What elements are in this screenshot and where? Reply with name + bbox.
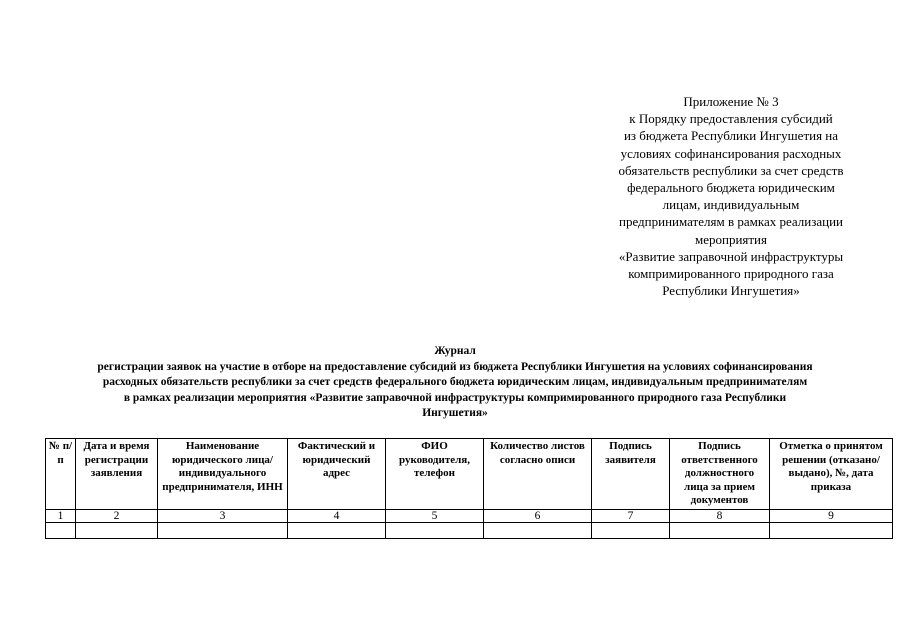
- appendix-block: [580, 93, 882, 299]
- table-cell: [46, 523, 76, 539]
- journal-subtitle-line: расходных обязательств республики за счет средств федерального бюджета юридическим лицам, индивидуальным предпринимателям: [102, 376, 808, 389]
- column-number-cell: 9: [770, 510, 893, 523]
- appendix-line: федерального бюджета юридическим: [627, 180, 835, 196]
- table-cell: [76, 523, 158, 539]
- appendix-line: обязательств республики за счет средств: [618, 162, 844, 178]
- appendix-line: Приложение № 3: [683, 94, 779, 109]
- appendix-line: лицам, индивидуальным: [662, 197, 800, 213]
- table-cell: [592, 523, 670, 539]
- header-cell-number: № п/п: [46, 439, 76, 510]
- table-row: [46, 523, 893, 539]
- header-cell-date: Дата и время регистрации заявления: [76, 439, 158, 510]
- table-cell: [670, 523, 770, 539]
- column-number-cell: 7: [592, 510, 670, 523]
- column-number-row: [46, 510, 893, 523]
- header-cell-sheets: Количество листов согласно описи: [484, 439, 592, 510]
- table-cell: [158, 523, 288, 539]
- appendix-line: условиях софинансирования расходных: [620, 145, 842, 161]
- header-cell-decision: Отметка о принятом решении (отказано/выдано), №, дата приказа: [770, 439, 893, 510]
- table-cell: [288, 523, 386, 539]
- header-cell-address: Фактический и юридический адрес: [288, 439, 386, 510]
- journal-subtitle-line: в рамках реализации мероприятия «Развитие заправочной инфраструктуры компримированного природного газа Республики: [123, 391, 787, 404]
- column-number-cell: 4: [288, 510, 386, 523]
- header-cell-manager: ФИО руководителя, телефон: [386, 439, 484, 510]
- column-number-cell: 1: [46, 510, 76, 523]
- header-cell-applicant-signature: Подпись заявителя: [592, 439, 670, 510]
- column-number-cell: 6: [484, 510, 592, 523]
- header-cell-name: Наименование юридического лица/ индивидуального предпринимателя, ИНН: [158, 439, 288, 510]
- appendix-line: из бюджета Республики Ингушетия на: [623, 128, 839, 144]
- header-cell-official-signature: Подпись ответственного должностного лица за прием документов: [670, 439, 770, 510]
- appendix-line: предпринимателям в рамках реализации: [618, 214, 844, 230]
- appendix-line: к Порядку предоставления субсидий: [629, 111, 833, 127]
- journal-heading: [30, 344, 880, 422]
- journal-subtitle-line: Ингушетия»: [422, 407, 488, 420]
- column-number-cell: 3: [158, 510, 288, 523]
- column-number-cell: 2: [76, 510, 158, 523]
- appendix-line: компримированного природного газа: [628, 266, 834, 282]
- journal-title: Журнал: [434, 345, 476, 357]
- appendix-line: «Развитие заправочной инфраструктуры: [618, 248, 844, 264]
- appendix-line: мероприятия: [694, 231, 767, 247]
- journal-subtitle-line: регистрации заявок на участие в отборе на предоставление субсидий из бюджета Республики Ингушетия на условиях софинансирования: [97, 360, 813, 373]
- column-number-cell: 8: [670, 510, 770, 523]
- registration-table: [45, 438, 893, 539]
- table-cell: [386, 523, 484, 539]
- column-number-cell: 5: [386, 510, 484, 523]
- appendix-line: Республики Ингушетия»: [662, 283, 800, 299]
- table-header-row: [46, 439, 893, 510]
- table-cell: [484, 523, 592, 539]
- table-cell: [770, 523, 893, 539]
